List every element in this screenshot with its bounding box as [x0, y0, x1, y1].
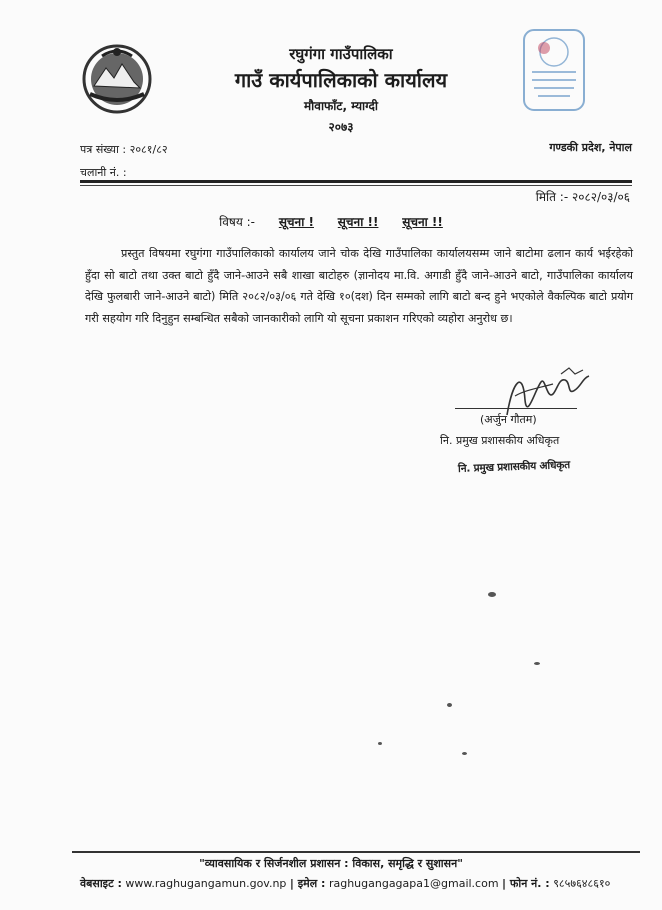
- signatory-designation: नि. प्रमुख प्रशासकीय अधिकृत: [440, 434, 560, 447]
- scan-speck: [447, 703, 452, 707]
- subject-item: सूचना !!: [337, 215, 379, 229]
- footer-contact: वेबसाइट : www.raghugangamun.gov.np | इमेल : raghugangagapa1@gmail.com | फोन नं. : ९८५७६४८६१०: [80, 877, 611, 890]
- signature-line: [455, 408, 577, 409]
- notice-body: प्रस्तुत विषयमा रघुगंगा गाउँपालिकाको कार्यालय जाने चोक देखि गाउँपालिका कार्यालयसम्म जाने बाटोमा ढलान कार्य भईरहेको हुँदा सो बाटो तथा उक्त बाटो हुँदै जाने-आउने सबै शाखा बाटोहरु (ज्ञानोदय मा.वि. अगाडी हुँदै जाने-आउने बाटो, गाउँपालिका कार्यालय देखि फुलबारी जाने-आउने बाटो) मिति २०८२/०३/०६ गते देखि १०(दश) दिन सम्मको लागि बाटो बन्द हुने भएकोले वैकल्पिक बाटो प्रयोग गरी सहयोग गरि दिनुहुन सम्बन्धित सबैको जानकारीको लागि यो सूचना प्रकाशन गरिएको व्यहोरा अनुरोध छ।: [85, 247, 633, 325]
- municipality-name: रघुगंगा गाउँपालिका: [289, 45, 393, 63]
- phone-number: ९८५७६४८६१०: [553, 877, 611, 890]
- phone-label: फोन नं. :: [509, 877, 550, 890]
- established-year: २०७३: [328, 120, 354, 134]
- footer-motto: "व्यावसायिक र सिर्जनशील प्रशासन : विकास, समृद्धि र सुशासन": [199, 857, 463, 870]
- scan-speck: [488, 592, 496, 597]
- designation-stamp: नि. प्रमुख प्रशासकीय अधिकृत: [457, 459, 571, 475]
- email-label: इमेल :: [297, 877, 326, 890]
- office-location: मौवाफाँट, म्याग्दी: [303, 99, 379, 113]
- website-link[interactable]: www.raghugangamun.gov.np: [125, 877, 287, 890]
- website-label: वेबसाइट :: [80, 877, 122, 890]
- province-label: गण्डकी प्रदेश, नेपाल: [549, 141, 632, 154]
- subject-item: सूचना !!: [402, 215, 443, 229]
- footer-divider: [72, 851, 640, 853]
- email-link[interactable]: raghugangagapa1@gmail.com: [328, 877, 499, 890]
- scan-speck: [378, 742, 382, 745]
- dispatch-number: चलानी नं. :: [80, 166, 127, 179]
- scan-speck: [534, 662, 540, 665]
- letter-date: मिति :- २०८२/०३/०६: [535, 190, 630, 204]
- header-divider: [80, 180, 632, 183]
- subject-line: [0, 213, 662, 230]
- office-name: गाउँ कार्यपालिकाको कार्यालय: [234, 68, 448, 92]
- subject-label: विषय :-: [219, 215, 255, 229]
- header-divider-thin: [80, 185, 632, 186]
- signatory-name: (अर्जुन गौतम): [480, 413, 537, 426]
- subject-item: सूचना !: [278, 215, 314, 229]
- scan-speck: [462, 752, 467, 755]
- reference-number: पत्र संख्या : २०८१/८२: [80, 143, 168, 156]
